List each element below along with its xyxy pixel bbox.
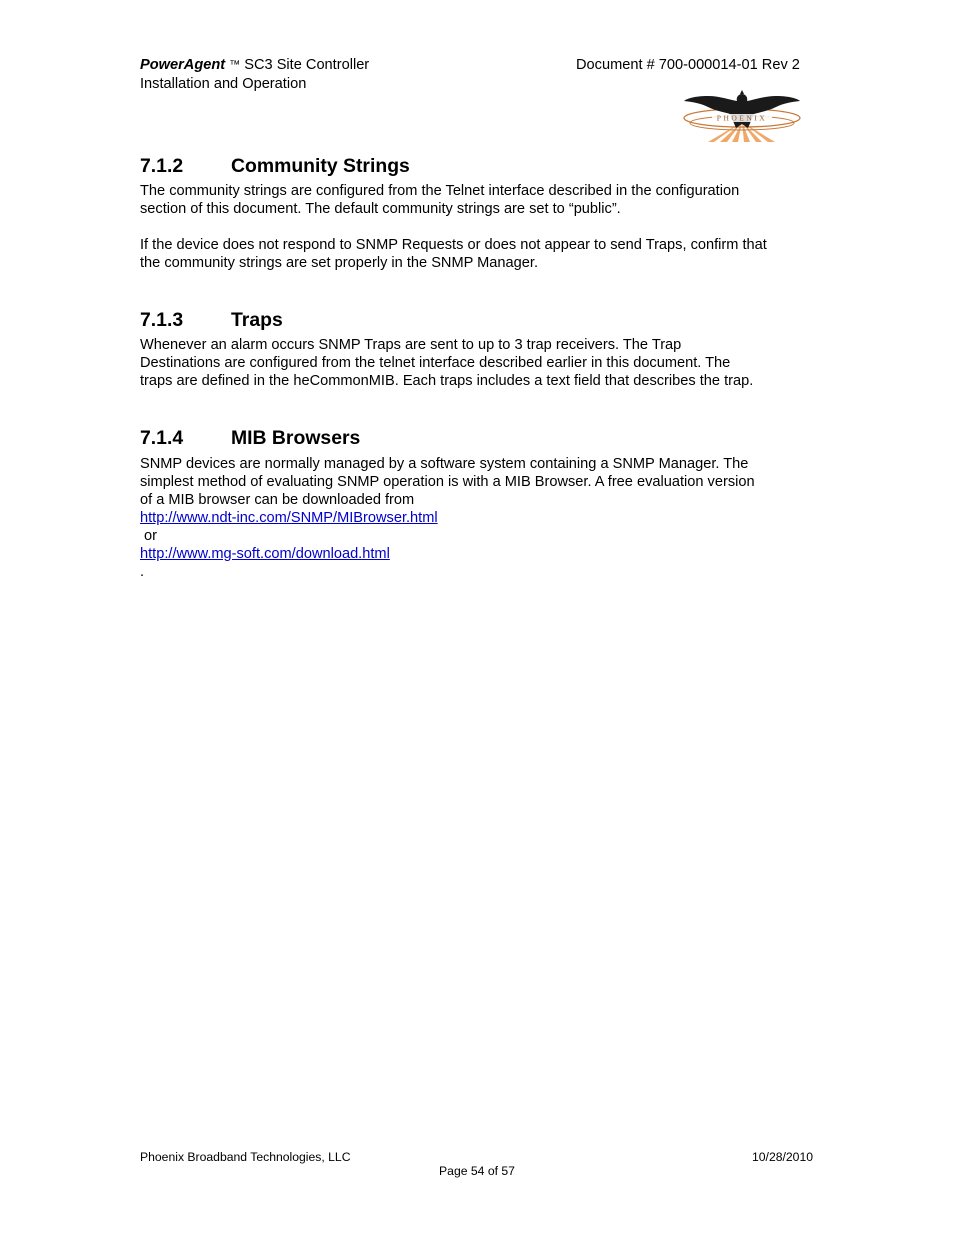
section-number: 7.1.4	[140, 427, 184, 449]
section-title: MIB Browsers	[231, 427, 361, 449]
section-number: 7.1.2	[140, 155, 184, 177]
product-name: SC3 Site Controller	[240, 57, 370, 73]
trademark-symbol: ™	[229, 59, 241, 71]
paragraph-line: the community strings are set properly in the SNMP Manager.	[140, 255, 538, 271]
paragraph	[140, 455, 820, 581]
header-left	[140, 56, 369, 93]
paragraph	[140, 336, 820, 390]
header-title	[140, 56, 369, 75]
paragraph-line: section of this document. The default community strings are set to “public”.	[140, 201, 621, 217]
section-heading-traps	[140, 308, 283, 332]
paragraph-line: traps are defined in the heCommonMIB. Each traps includes a text field that describes the trap.	[140, 373, 754, 389]
paragraph	[140, 236, 820, 272]
section-heading-mib-browsers	[140, 426, 360, 450]
link-suffix-text: or	[140, 528, 158, 544]
paragraph-line-with-link	[140, 491, 820, 545]
paragraph-line: If the device does not respond to SNMP Requests or does not appear to send Traps, confirm that	[140, 237, 767, 253]
section-title: Traps	[231, 309, 283, 331]
section-number: 7.1.3	[140, 309, 184, 331]
document-number: Document # 700-000014-01 Rev 2	[576, 57, 800, 73]
footer-page-number: Page 54 of 57	[439, 1164, 515, 1178]
footer-company: Phoenix Broadband Technologies, LLC	[140, 1150, 351, 1164]
section-heading-community-strings	[140, 154, 410, 178]
header-subtitle: Installation and Operation	[140, 76, 307, 92]
paragraph-line: Destinations are configured from the telnet interface described earlier in this document. The	[140, 355, 731, 371]
paragraph-line: Whenever an alarm occurs SNMP Traps are sent to up to 3 trap receivers. The Trap	[140, 337, 682, 353]
logo-text: PHOENIX	[716, 113, 768, 123]
footer-date: 10/28/2010	[752, 1150, 813, 1164]
link-prefix-text: of a MIB browser can be downloaded from	[140, 492, 423, 508]
period-text: .	[140, 564, 145, 580]
phoenix-logo	[680, 90, 804, 142]
paragraph-line: simplest method of evaluating SNMP operation is with a MIB Browser. A free evaluation version	[140, 474, 755, 490]
paragraph	[140, 182, 820, 218]
paragraph-line: SNMP devices are normally managed by a software system containing a SNMP Manager. The	[140, 456, 749, 472]
ndt-mib-browser-link[interactable]: http://www.ndt-inc.com/SNMP/MIBrowser.html	[140, 510, 438, 526]
paragraph-line-with-link	[140, 545, 820, 581]
brand-name: PowerAgent	[140, 57, 226, 73]
sunburst-rays	[708, 122, 775, 142]
mg-soft-download-link[interactable]: http://www.mg-soft.com/download.html	[140, 546, 390, 562]
paragraph-line: The community strings are configured from the Telnet interface described in the configuration	[140, 183, 740, 199]
section-title: Community Strings	[231, 155, 410, 177]
